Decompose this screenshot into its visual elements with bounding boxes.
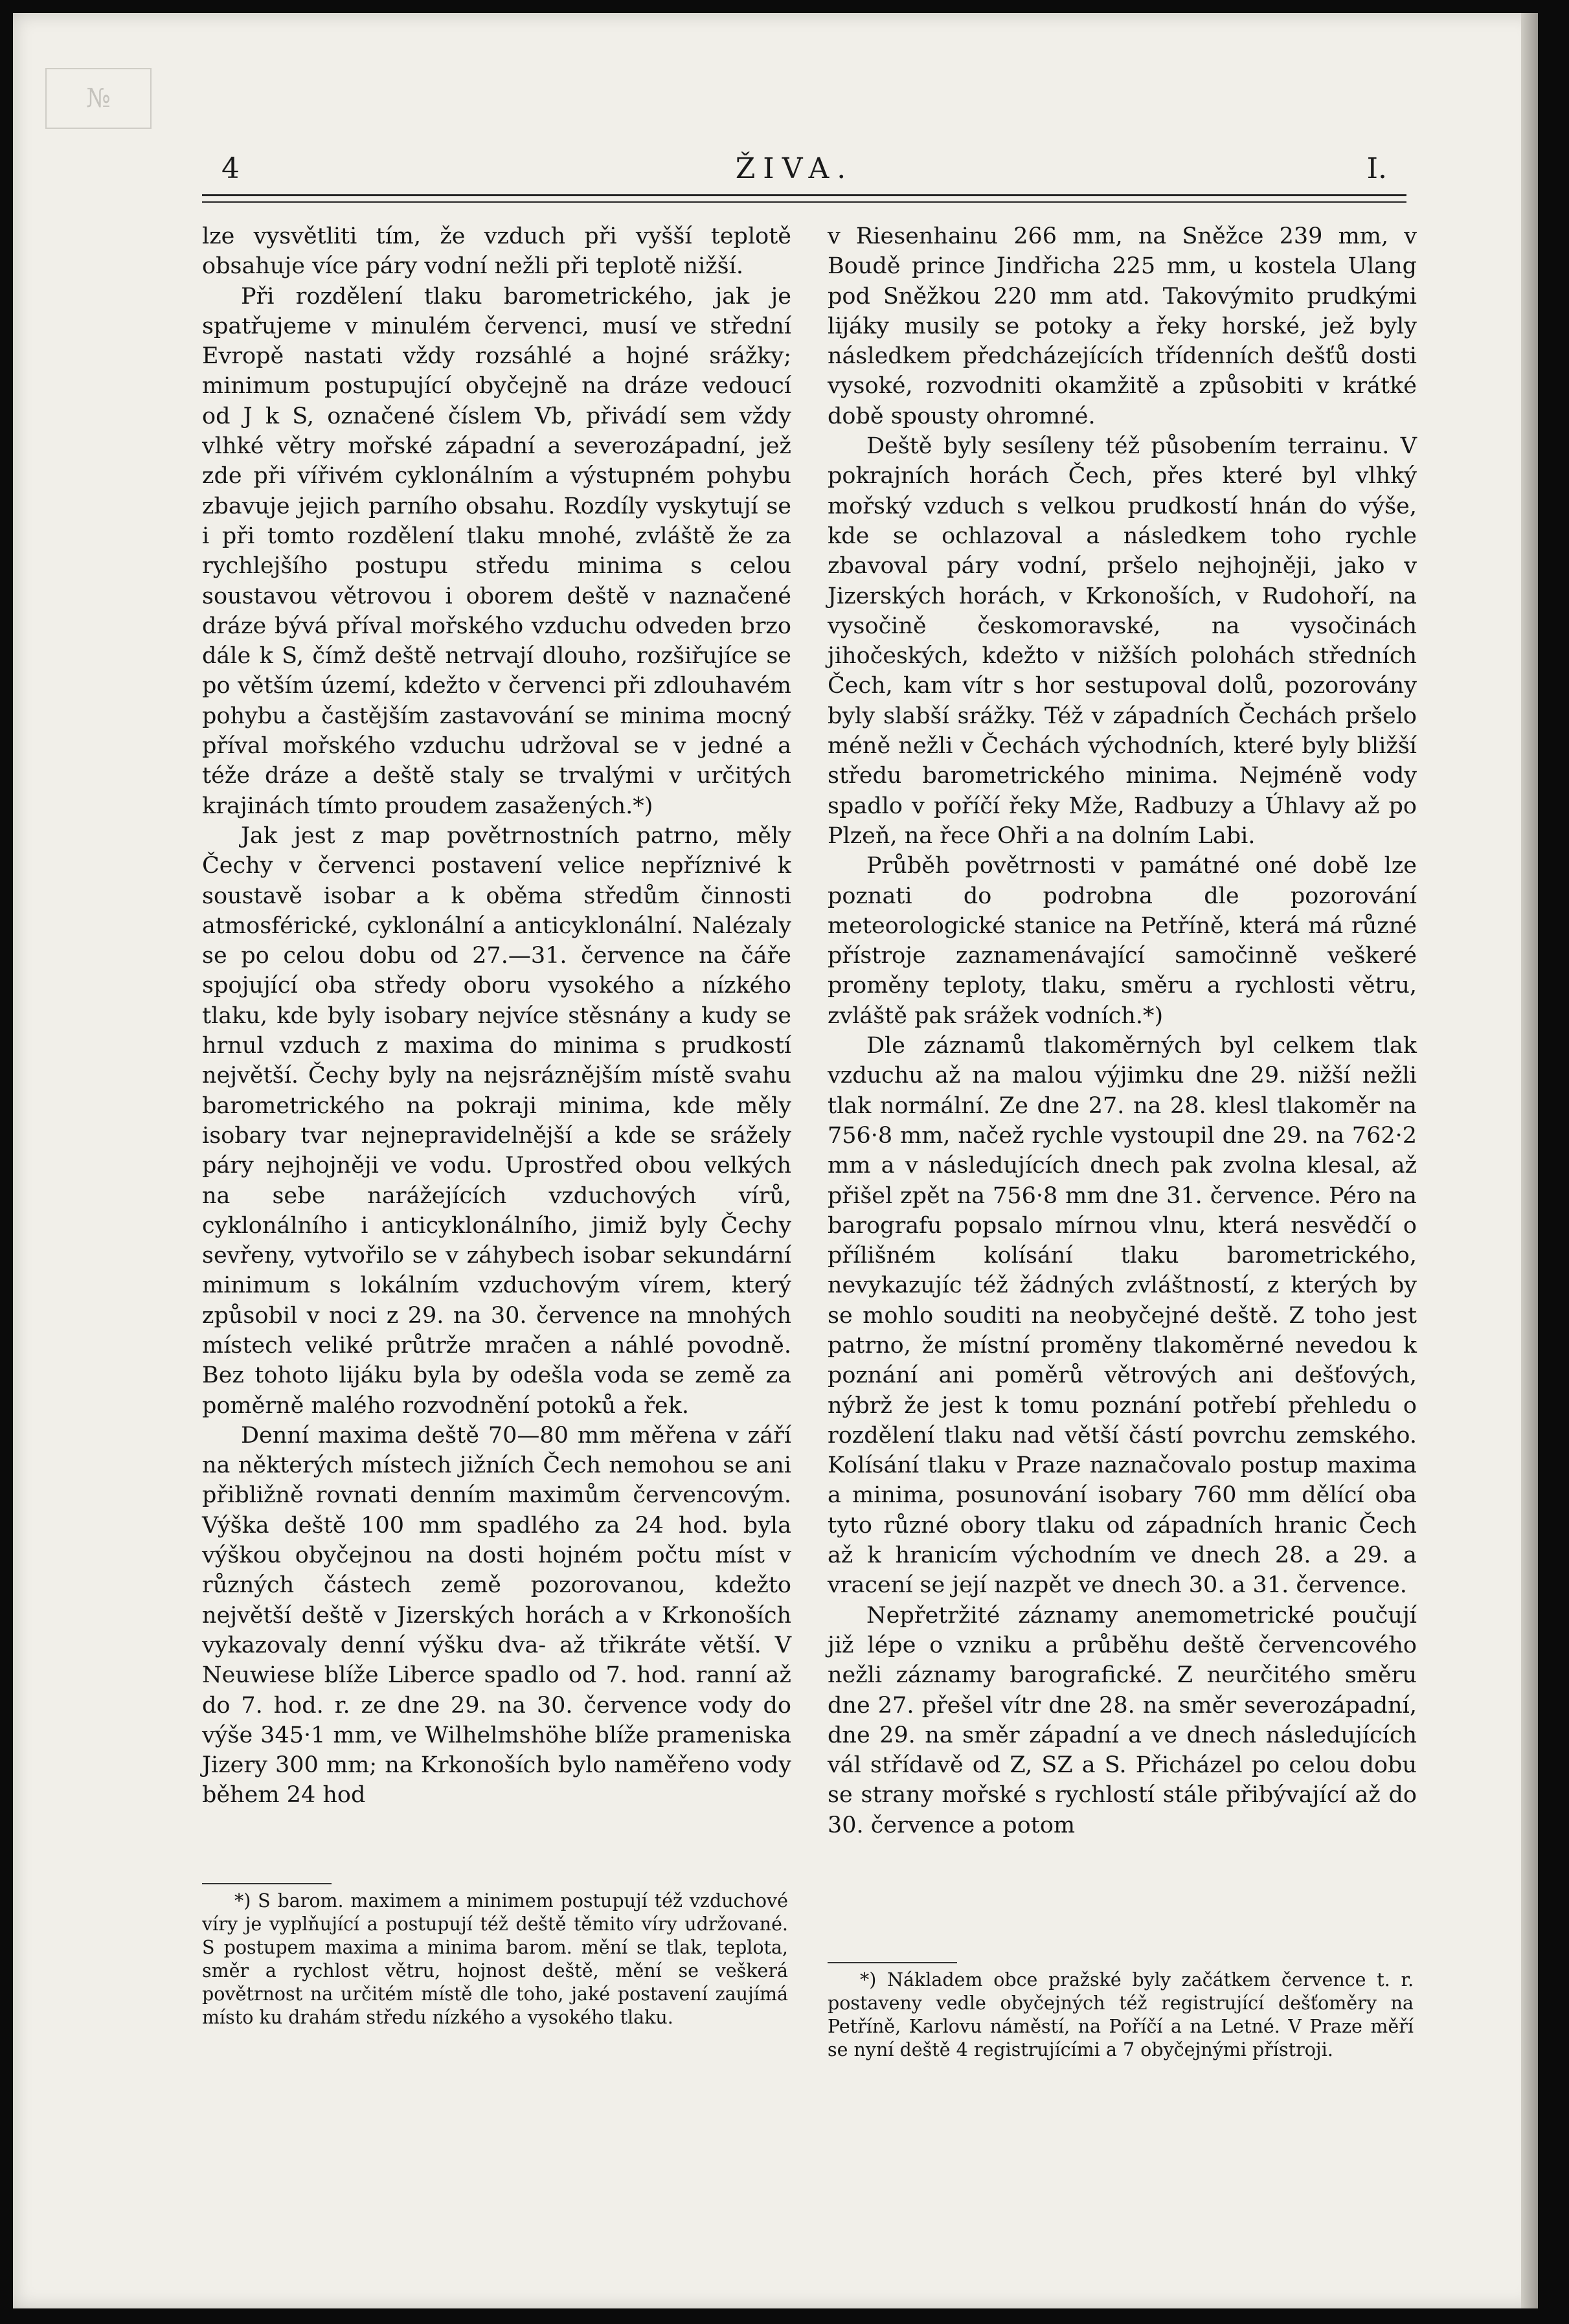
paragraph: Jak jest z map povětrnostních patrno, měly Čechy v červenci postavení velice nepříznivé k soustavě isobar a k oběma středům činnosti atmosférické, cyklonální a anticyklonální. Nalézaly se po celou dobu od 27.—31. července na čáře spojující oba středy oboru vysokého a nízkého tlaku, kde byly isobary nejvíce stěsnány a kudy se hrnul vzduch z maxima do minima s prudkostí největší. Čechy byly na nejsráznějším místě svahu barometrického na pokraji minima, kde měly isobary tvar nejnepravidelnější a kde se srážely páry nejhojněji ve vodu. Uprostřed obou velkých na sebe narážejících vzduchových vírů, cyklonálního i anticyklonálního, jimiž byly Čechy sevřeny, vytvořilo se v záhybech isobar sekundární minimum s lokálním vzduchovým vírem, který způsobil v noci z 29. na 30. července na mnohých místech veliké průtrže mračen a náhlé povodně. Bez tohoto lijáku byla by odešla voda se země za poměrně malého rozvodnění potoků a řek. — [202, 822, 791, 1419]
volume-number: I. — [1366, 152, 1387, 185]
left-text-column — [202, 221, 791, 1811]
running-header — [202, 152, 1387, 192]
paragraph: lze vysvětliti tím, že vzduch při vyšší teplotě obsahuje více páry vodní nežli při teplotě nižší. — [202, 223, 791, 280]
footnote-rule-right — [828, 1962, 957, 1963]
header-double-rule — [202, 194, 1406, 203]
footnote-text: *) Nákladem obce pražské byly začátkem července t. r. postaveny vedle obyčejných též registrující dešťoměry na Petříně, Karlovu náměstí, na Poříčí a na Letné. V Praze měří se nyní deště 4 registrujícími a 7 obyčejnými přístroji. — [828, 1969, 1414, 2060]
footnote-left — [202, 1890, 788, 2029]
right-text-column — [828, 221, 1417, 1840]
page-binding-edge — [1521, 13, 1538, 2308]
footnote-right — [828, 1969, 1414, 2062]
footnote-text: *) S barom. maximem a minimem postupují též vzduchové víry je vyplňující a postupují též deště těmito víry udržované. S postupem maxima a minima barom. mění se tlak, teplota, směr a rychlost větru, hojnost deště, mění se veškerá povětrnost na určitém místě dle toho, jaké postavení zaujímá místo ku drahám středu nízkého a vysokého tlaku. — [202, 1890, 788, 2028]
page-number: 4 — [221, 152, 240, 185]
paragraph: Nepřetržité záznamy anemometrické poučují již lépe o vzniku a průběhu deště červencového nežli záznamy barografické. Z neurčitého směru dne 27. přešel vítr dne 28. na směr severozápadní, dne 29. na směr západní a ve dnech následujících vál střídavě od Z, SZ a S. Přicházel po celou dobu se strany mořské s rychlostí stále přibývající až do 30. července a potom — [828, 1602, 1417, 1838]
footnote-rule-left — [202, 1883, 332, 1884]
paragraph: Při rozdělení tlaku barometrického, jak je spatřujeme v minulém červenci, musí ve střední Evropě nastati vždy rozsáhlé a hojné srážky; minimum postupující obyčejně na dráze vedoucí od J k S, označené číslem Vb, přivádí sem vždy vlhké větry mořské západní a severozápadní, jež zde při vířivém cyklonálním a výstupném pohybu zbavuje jejich parního obsahu. Rozdíly vyskytují se i při tomto rozdělení tlaku mnohé, zvláště že za rychlejšího postupu středu minima s celou soustavou větrovou i oborem deště v naznačené dráze bývá příval mořského vzduchu odveden brzo dále k S, čímž deště netrvají dlouho, rozšiřujíce se po větším území, kdežto v červenci při zdlouhavém pohybu a častějším zastavování se minima mocný příval mořského vzduchu udržoval se v jedné a téže dráze a deště staly se trvalými v určitých krajinách tímto proudem zasažených.*) — [202, 283, 791, 819]
paragraph: Denní maxima deště 70—80 mm měřena v září na některých místech jižních Čech nemohou se ani přibližně rovnati denním maximům červencovým. Výška deště 100 mm spadlého za 24 hod. byla výškou obyčejnou na dosti hojném počtu míst v různých částech země pozorovanou, kdežto největší deště v Jizerských horách a v Krkonoších vykazovaly denní výšku dva- až třikráte větší. V Neuwiese blíže Liberce spadlo od 7. hod. ranní až do 7. hod. r. ze dne 29. na 30. července vody do výše 345·1 mm, ve Wilhelmshöhe blíže prameniska Jizery 300 mm; na Krkonoších bylo naměřeno vody během 24 hod — [202, 1422, 791, 1809]
paragraph: v Riesenhainu 266 mm, na Sněžce 239 mm, v Boudě prince Jindřicha 225 mm, u kostela Ulang pod Sněžkou 220 mm atd. Takovýmito prudkými lijáky musily se potoky a řeky horské, jež byly následkem předcházejících třídenních dešťů dosti vysoké, rozvodniti okamžitě a způsobiti v krátké době spousty ohromné. — [828, 223, 1417, 429]
paragraph: Deště byly sesíleny též působením terrainu. V pokrajních horách Čech, přes které byl vlhký mořský vzduch s velkou prudkostí hnán do výše, kde se ochlazoval a následkem toho rychle zbavoval páry vodní, pršelo nejhojněji, jako v Jizerských horách, v Krkonoších, v Rudohoří, na vysočině českomoravské, na vysočinách jihočeských, kdežto v nižších polohách středních Čech, kam vítr s hor sestupoval dolů, pozorovány byly slabší srážky. Též v západních Čechách pršelo méně nežli v Čechách východních, které byly bližší středu barometrického minima. Nejméně vody spadlo v poříčí řeky Mže, Radbuzy a Úhlavy až po Plzeň, na řece Ohři a na dolním Labi. — [828, 433, 1417, 849]
paragraph: Průběh povětrnosti v památné oné době lze poznati do podrobna dle pozorování meteorologické stanice na Petříně, která má různé přístroje zaznamenávající samočinně veškeré proměny teploty, tlaku, směru a rychlosti větru, zvláště pak srážek vodních.*) — [828, 853, 1417, 1029]
journal-title: ŽIVA. — [735, 152, 854, 185]
library-stamp-mark: № — [45, 68, 152, 129]
paragraph: Dle záznamů tlakoměrných byl celkem tlak vzduchu až na malou výjimku dne 29. nižší nežli tlak normální. Ze dne 27. na 28. klesl tlakoměr na 756·8 mm, načež rychle vystoupil dne 29. na 762·2 mm a v následujících dnech pak zvolna klesal, až přišel zpět na 756·8 mm dne 31. července. Péro na barografu popsalo mírnou vlnu, která nesvědčí o přílišném kolísání tlaku barometrického, nevykazujíc též žádných zvláštností, z kterých by se mohlo souditi na neobyčejné deště. Z toho jest patrno, že místní proměny tlakoměrné nevedou k poznání ani poměrů větrových ani dešťových, nýbrž že jest k tomu poznání potřebí přehledu o rozdělení tlaku nad větší částí povrchu zemského. Kolísání tlaku v Praze naznačovalo postup maxima a minima, posunování isobary 760 mm dělící oba tyto různé obory tlaku od západních hranic Čech až k hranicím východním ve dnech 28. a 29. a vracení se její nazpět ve dnech 30. a 31. července. — [828, 1033, 1417, 1599]
